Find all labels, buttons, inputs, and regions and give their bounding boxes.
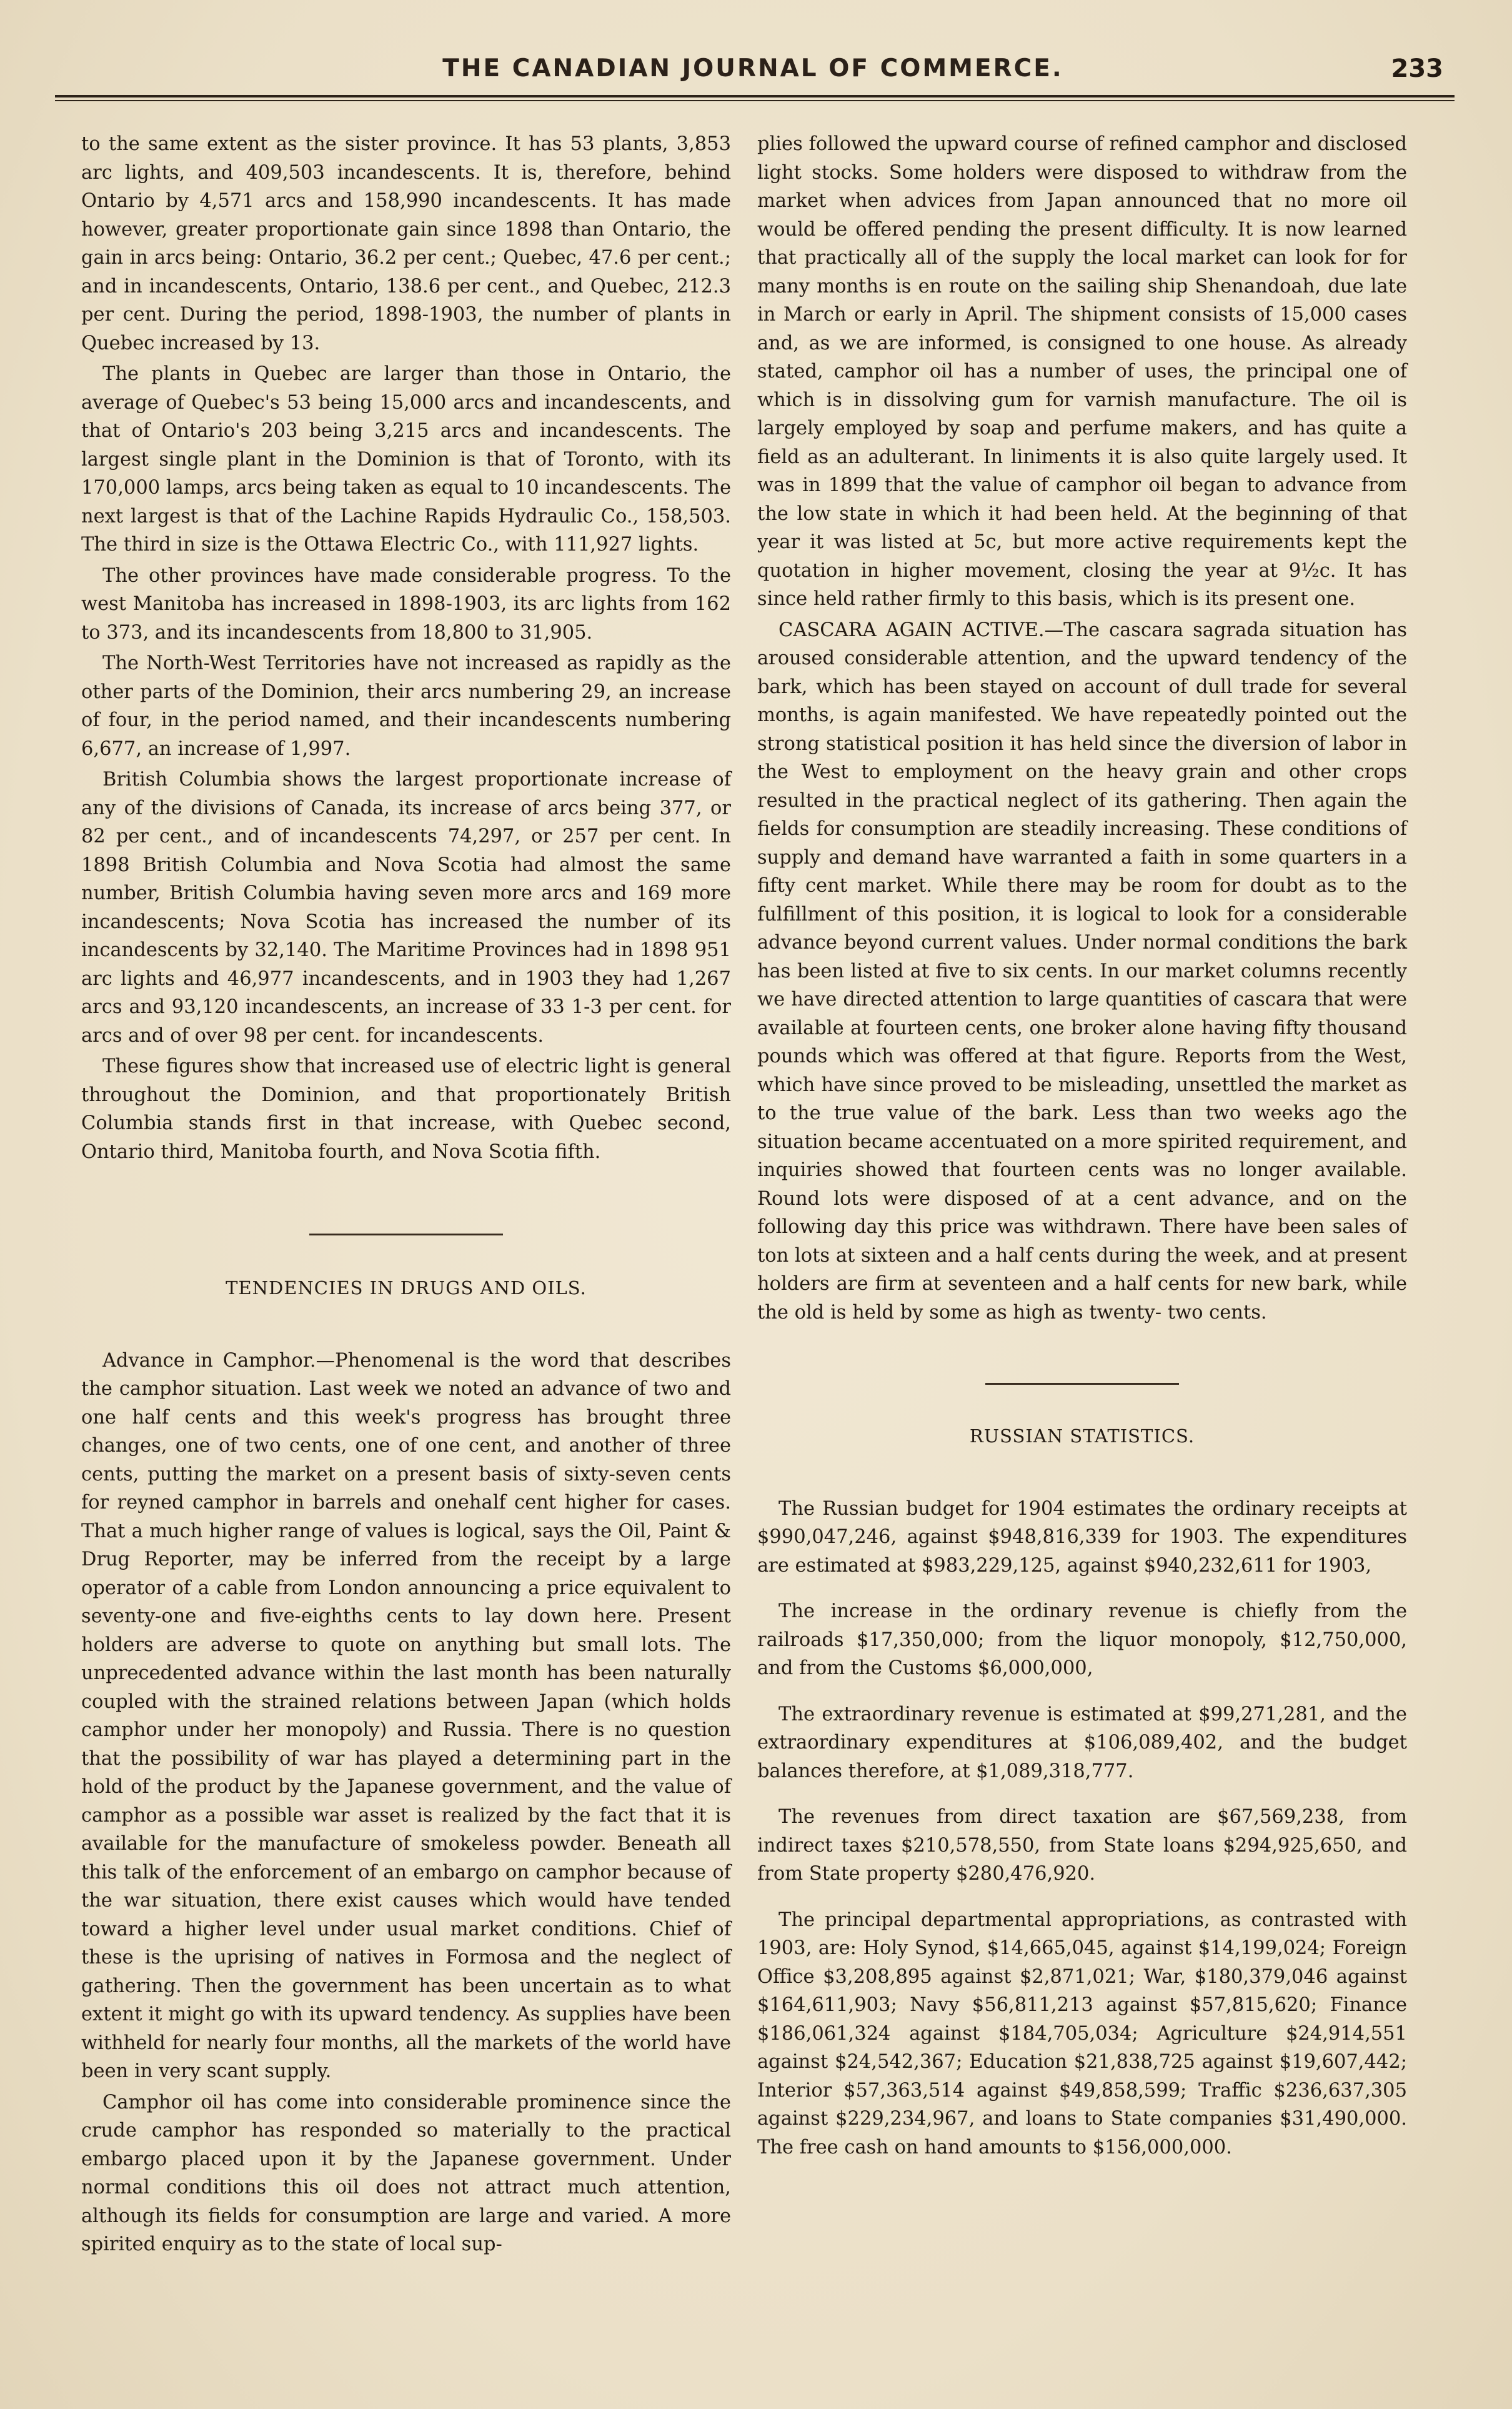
article-paragraph: The principal departmental appropriations, as contrasted with 1903, are: Holy Synod, $14,665,045, against $14,199,024; Foreign Office $3,208,895 against $2,871,021; War, $180,379,046 against $164,611,903; Navy $56,811,213 against $57,815,620; Finance $186,061,324 against $184,705,034; Agriculture $24,914,551 against $24,542,367; Education $21,838,725 against $19,607,442; Interior $57,363,514 against $49,858,599; Traffic $236,637,305 against $229,234,967, and loans to State companies $31,490,000. The free cash on hand amounts to $156,000,000.: [757, 1908, 1407, 2158]
article-paragraph: The other provinces have made considerable progress. To the west Manitoba has increased in 1898-1903, its arc lights from 162 to 373, and its incandescents from 18,800 to 31,905.: [81, 564, 731, 644]
header-rule-thick: [55, 95, 1455, 97]
journal-title: THE CANADIAN JOURNAL OF COMMERCE.: [442, 54, 1063, 82]
article-paragraph: The Russian budget for 1904 estimates the ordinary receipts at $990,047,246, against $948,816,339 for 1903. The expenditures are estimated at $983,229,125, against $940,232,611 for 1903,: [757, 1497, 1407, 1577]
russian-article-heading: RUSSIAN STATISTICS.: [969, 1425, 1195, 1447]
electric-lighting-article: [81, 130, 731, 1166]
article-paragraph: The increase in the ordinary revenue is chiefly from the railroads $17,350,000; from the liquor monopoly, $12,750,000, and from the Customs $6,000,000,: [757, 1600, 1407, 1679]
section-divider: [309, 1234, 503, 1235]
header-rule-thin: [55, 100, 1455, 101]
section-divider: [985, 1383, 1179, 1385]
article-paragraph: Advance in Camphor.—Phenomenal is the word that describes the camphor situation. Last week we noted an advance of two and one half cents and this week's progress has brought three changes, one of two cents, one of one cent, and another of three cents, putting the market on a present basis of sixty-seven cents for reyned camphor in barrels and onehalf cent higher for cases. That a much higher range of values is logical, says the Oil, Paint & Drug Reporter, may be inferred from the receipt by a large operator of a cable from London announcing a price equivalent to seventy-one and five-eighths cents to lay down here. Present holders are adverse to quote on anything but small lots. The unprecedented advance within the last month has been naturally coupled with the strained relations between Japan (which holds camphor under her monopoly) and Russia. There is no question that the possibility of war has played a determining part in the hold of the product by the Japanese government, and the value of camphor as a possible war asset is realized by the fact that it is available for the manufacture of smokeless powder. Beneath all this talk of the enforcement of an embargo on camphor because of the war situation, there exist causes which would have tended toward a higher level under usual market conditions. Chief of these is the uprising of natives in Formosa and the neglect of gathering. Then the government has been uncertain as to what extent it might go with its upward tendency. As supplies have been withheld for nearly four months, all the markets of the world have been in very scant supply.: [81, 1349, 731, 2082]
article-paragraph: CASCARA AGAIN ACTIVE.—The cascara sagrada situation has aroused considerable attention, and the upward tendency of the bark, which has been stayed on account of dull trade for several months, is again manifested. We have repeatedly pointed out the strong statistical position it has held since the diversion of labor in the West to employment on the heavy grain and other crops resulted in the practical neglect of its gathering. Then again the fields for consumption are steadily increasing. These conditions of supply and demand have warranted a faith in some quarters in a fifty cent market. While there may be room for doubt as to the fulfillment of this position, it is logical to look for a considerable advance beyond current values. Under normal conditions the bark has been listed at five to six cents. In our market columns recently we have directed attention to large quantities of cascara that were available at fourteen cents, one broker alone having fifty thousand pounds which was offered at that figure. Reports from the West, which have since proved to be misleading, unsettled the market as to the true value of the bark. Less than two weeks ago the situation became accentuated on a more spirited requirement, and inquiries showed that fourteen cents was no longer available. Round lots were disposed of at a cent advance, and on the following day this price was withdrawn. There have been sales of ton lots at sixteen and a half cents during the week, and at present holders are firm at seventeen and a half cents for new bark, while the old is held by some as high as twenty- two cents.: [757, 619, 1407, 1324]
article-paragraph: to the same extent as the sister province. It has 53 plants, 3,853 arc lights, and 409,503 incandescents. It is, therefore, behind Ontario by 4,571 arcs and 158,990 incandescents. It has made however, greater proportionate gain since 1898 than Ontario, the gain in arcs being: Ontario, 36.2 per cent.; Quebec, 47.6 per cent.; and in incandescents, Ontario, 138.6 per cent., and Quebec, 212.3 per cent. During the period, 1898-1903, the number of plants in Quebec increased by 13.: [81, 133, 731, 354]
article-paragraph: The North-West Territories have not increased as rapidly as the other parts of the Dominion, their arcs numbering 29, an increase of four, in the period named, and their incandescents numbering 6,677, an increase of 1,997.: [81, 652, 731, 760]
article-paragraph: The plants in Quebec are larger than those in Ontario, the average of Quebec's 53 being 15,000 arcs and incandescents, and that of Ontario's 203 being 3,215 arcs and incandescents. The largest single plant in the Dominion is that of Toronto, with its 170,000 lamps, arcs being taken as equal to 10 incandescents. The next largest is that of the Lachine Rapids Hydraulic Co., 158,503. The third in size is the Ottawa Electric Co., with 111,927 lights.: [81, 363, 731, 556]
article-paragraph: The extraordinary revenue is estimated at $99,271,281, and the extraordinary expenditures at $106,089,402, and the budget balances therefore, at $1,089,318,777.: [757, 1703, 1407, 1782]
left-column: [81, 130, 731, 2259]
russian-statistics-article: [757, 1495, 1407, 2162]
article-paragraph: The revenues from direct taxation are $67,569,238, from indirect taxes $210,578,550, from State loans $294,925,650, and from State property $280,476,920.: [757, 1806, 1407, 1885]
article-paragraph: plies followed the upward course of refined camphor and disclosed light stocks. Some holders were disposed to withdraw from the market when advices from Japan announced that no more oil would be offered pending the present difficulty. It is now learned that practically all of the supply the local market can look for for many months is en route on the sailing ship Shenandoah, due late in March or early in April. The shipment consists of 15,000 cases and, as we are informed, is consigned to one house. As already stated, camphor oil has a number of uses, the principal one of which is in dissolving gum for varnish manufacture. The oil is largely employed by soap and perfume makers, and has quite a field as an adulterant. In liniments it is also quite largely used. It was in 1899 that the value of camphor oil began to advance from the low state in which it had been held. At the beginning of that year it was listed at 5c, but more active requirements kept the quotation in higher movement, closing the year at 9½c. It has since held rather firmly to this basis, which is its present one.: [757, 133, 1407, 610]
article-paragraph: British Columbia shows the largest proportionate increase of any of the divisions of Canada, its increase of arcs being 377, or 82 per cent., and of incandescents 74,297, or 257 per cent. In 1898 British Columbia and Nova Scotia had almost the same number, British Columbia having seven more arcs and 169 more incandescents; Nova Scotia has increased the number of its incandescents by 32,140. The Maritime Provinces had in 1898 951 arc lights and 46,977 incandescents, and in 1903 they had 1,267 arcs and 93,120 incandescents, an increase of 33 1-3 per cent. for arcs and of over 98 per cent. for incandescents.: [81, 769, 731, 1047]
page-header: [56, 51, 1450, 96]
drugs-article: [81, 1347, 731, 2259]
page-number: 233: [1391, 54, 1443, 83]
drugs-article-continued: [757, 130, 1407, 1327]
article-paragraph: Camphor oil has come into considerable prominence since the crude camphor has responded so materially to the practical embargo placed upon it by the Japanese government. Under normal conditions this oil does not attract much attention, although its fields for consumption are large and varied. A more spirited enquiry as to the state of local sup-: [81, 2091, 731, 2255]
drugs-article-heading: TENDENCIES IN DRUGS AND OILS.: [226, 1277, 587, 1299]
article-paragraph: These figures show that increased use of electric light is general throughout the Dominion, and that proportionately British Columbia stands first in that increase, with Quebec second, Ontario third, Manitoba fourth, and Nova Scotia fifth.: [81, 1055, 731, 1163]
right-column: [757, 130, 1407, 2162]
